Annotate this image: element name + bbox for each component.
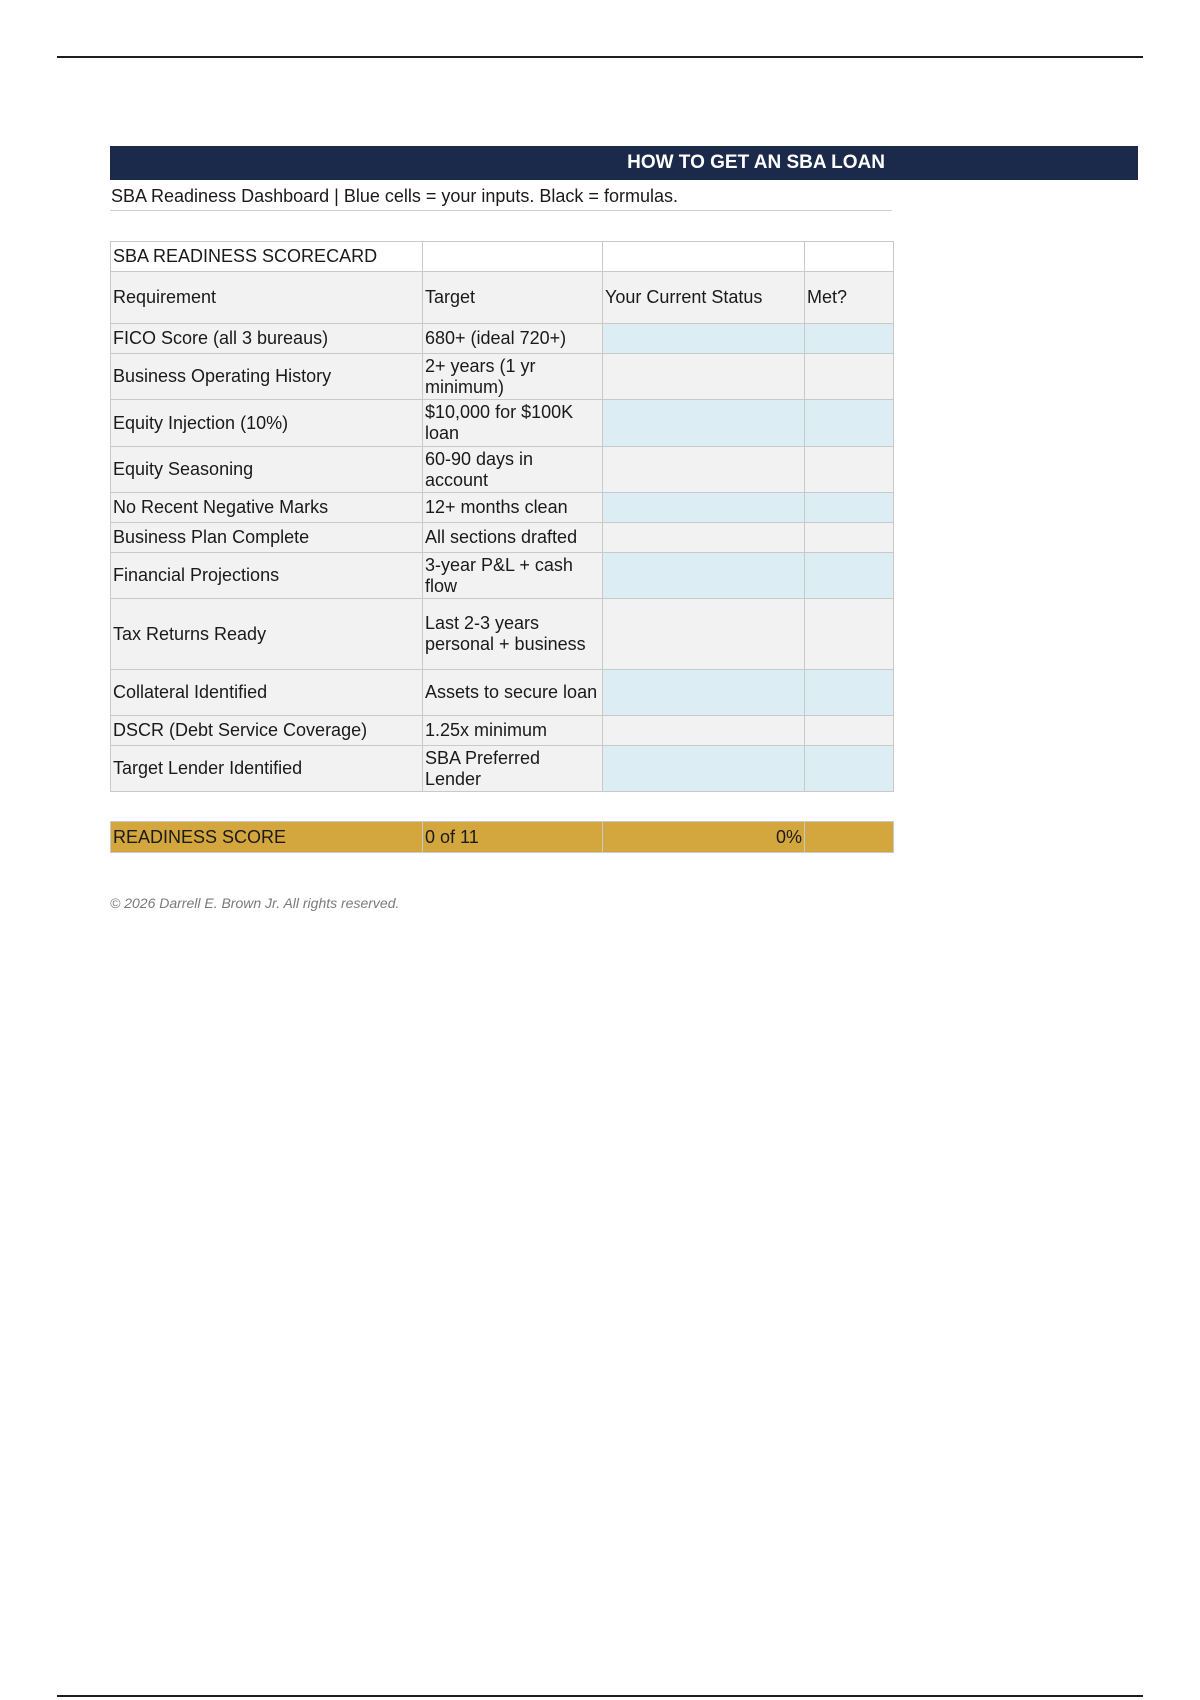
table-row bbox=[111, 553, 894, 599]
met-input-cell[interactable] bbox=[805, 400, 894, 447]
status-cell bbox=[603, 523, 805, 553]
table-row bbox=[111, 493, 894, 523]
target-cell: 2+ years (1 yr minimum) bbox=[423, 354, 603, 400]
copyright-notice: © 2026 Darrell E. Brown Jr. All rights reserved. bbox=[110, 895, 400, 911]
column-header-target: Target bbox=[423, 272, 603, 324]
section-title: SBA READINESS SCORECARD bbox=[111, 242, 423, 272]
met-cell bbox=[805, 354, 894, 400]
met-cell bbox=[805, 716, 894, 746]
bottom-rule bbox=[57, 1695, 1143, 1697]
status-input-cell[interactable] bbox=[603, 746, 805, 792]
requirement-cell: Business Operating History bbox=[111, 354, 423, 400]
requirement-cell: DSCR (Debt Service Coverage) bbox=[111, 716, 423, 746]
target-cell: 12+ months clean bbox=[423, 493, 603, 523]
requirement-cell: No Recent Negative Marks bbox=[111, 493, 423, 523]
table-row bbox=[111, 400, 894, 447]
requirement-cell: Equity Injection (10%) bbox=[111, 400, 423, 447]
readiness-score-label: READINESS SCORE bbox=[111, 822, 423, 853]
column-header-row bbox=[111, 272, 894, 324]
dashboard-subtitle: SBA Readiness Dashboard | Blue cells = your inputs. Black = formulas. bbox=[110, 181, 892, 211]
met-input-cell[interactable] bbox=[805, 324, 894, 354]
target-cell: Last 2-3 years personal + business bbox=[423, 599, 603, 670]
target-cell: 60-90 days in account bbox=[423, 447, 603, 493]
column-header-requirement: Requirement bbox=[111, 272, 423, 324]
section-title-row bbox=[111, 242, 894, 272]
status-input-cell[interactable] bbox=[603, 400, 805, 447]
status-cell bbox=[603, 716, 805, 746]
target-cell: All sections drafted bbox=[423, 523, 603, 553]
table-row bbox=[111, 746, 894, 792]
met-cell bbox=[805, 447, 894, 493]
met-cell bbox=[805, 599, 894, 670]
status-cell bbox=[603, 354, 805, 400]
table-row bbox=[111, 716, 894, 746]
requirement-cell: Target Lender Identified bbox=[111, 746, 423, 792]
status-input-cell[interactable] bbox=[603, 670, 805, 716]
target-cell: 1.25x minimum bbox=[423, 716, 603, 746]
table-row bbox=[111, 523, 894, 553]
met-input-cell[interactable] bbox=[805, 670, 894, 716]
target-cell: $10,000 for $100K loan bbox=[423, 400, 603, 447]
requirement-cell: Financial Projections bbox=[111, 553, 423, 599]
readiness-score-count: 0 of 11 bbox=[423, 822, 603, 853]
column-header-status: Your Current Status bbox=[603, 272, 805, 324]
status-input-cell[interactable] bbox=[603, 324, 805, 354]
table-row bbox=[111, 354, 894, 400]
readiness-scorecard-table bbox=[110, 241, 894, 853]
status-cell bbox=[603, 447, 805, 493]
met-input-cell[interactable] bbox=[805, 553, 894, 599]
requirement-cell: Tax Returns Ready bbox=[111, 599, 423, 670]
requirement-cell: Business Plan Complete bbox=[111, 523, 423, 553]
spacer-row bbox=[111, 792, 894, 822]
status-cell bbox=[603, 599, 805, 670]
requirement-cell: FICO Score (all 3 bureaus) bbox=[111, 324, 423, 354]
table-row bbox=[111, 599, 894, 670]
table-row bbox=[111, 447, 894, 493]
status-input-cell[interactable] bbox=[603, 553, 805, 599]
target-cell: 680+ (ideal 720+) bbox=[423, 324, 603, 354]
met-input-cell[interactable] bbox=[805, 493, 894, 523]
met-cell bbox=[805, 523, 894, 553]
table-row bbox=[111, 670, 894, 716]
top-rule bbox=[57, 56, 1143, 58]
requirement-cell: Collateral Identified bbox=[111, 670, 423, 716]
readiness-score-row bbox=[111, 822, 894, 853]
met-input-cell[interactable] bbox=[805, 746, 894, 792]
table-row bbox=[111, 324, 894, 354]
requirement-cell: Equity Seasoning bbox=[111, 447, 423, 493]
page-title: HOW TO GET AN SBA LOAN bbox=[627, 152, 885, 173]
status-input-cell[interactable] bbox=[603, 493, 805, 523]
target-cell: SBA Preferred Lender bbox=[423, 746, 603, 792]
target-cell: 3-year P&L + cash flow bbox=[423, 553, 603, 599]
target-cell: Assets to secure loan bbox=[423, 670, 603, 716]
column-header-met: Met? bbox=[805, 272, 894, 324]
readiness-score-percent: 0% bbox=[603, 822, 805, 853]
